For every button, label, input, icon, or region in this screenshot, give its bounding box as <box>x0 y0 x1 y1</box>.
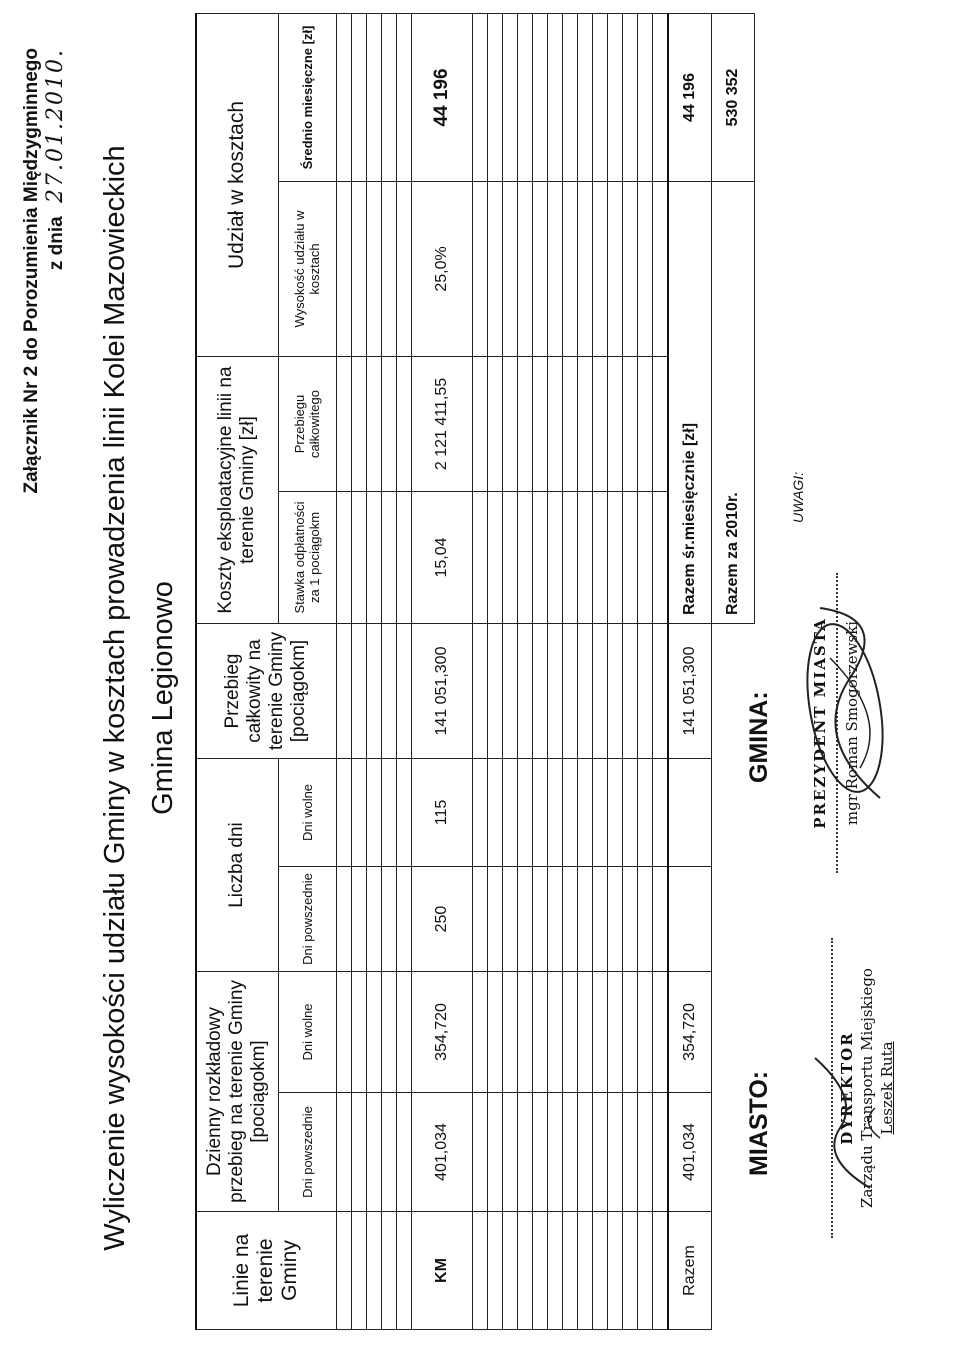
document-subtitle: Gmina Legionowo <box>147 581 179 815</box>
annex-line: Załącznik Nr 2 do Porozumienia Międzygminnego <box>21 48 42 494</box>
cell-sum-empty <box>668 759 712 867</box>
document-title: Wyliczenie wysokości udziału Gminy w kosztach prowadzenia linii Kolei Mazowieckich <box>99 145 131 1251</box>
header-rate: Stawka odpłatności za 1 pociągokm <box>278 492 336 624</box>
blank-row <box>502 13 517 1329</box>
blank-row <box>562 13 577 1329</box>
blank-row <box>472 13 487 1329</box>
signature-left-name: Leszek Ruta <box>878 1041 896 1135</box>
blank-row <box>577 13 592 1329</box>
cell-sum-empty <box>668 867 712 972</box>
cell-year-value: 530 352 <box>711 13 754 181</box>
cell-sum-monthly-value: 44 196 <box>668 13 712 181</box>
header-daily-run: Dzienny rozkładowy przebieg na terenie Gminy [pociągokm] <box>196 972 278 1212</box>
header-days-count: Liczba dni <box>196 759 278 972</box>
cell-total-cost: 2 121 411,55 <box>411 356 472 491</box>
cell-share-level: 25,0% <box>411 181 472 356</box>
cell-sum-label: Razem <box>668 1212 712 1330</box>
header-days-holidays: Dni wolne <box>278 759 336 867</box>
cell-monthly-avg: 44 196 <box>411 13 472 181</box>
blank-row <box>592 13 607 1329</box>
blank-row <box>652 13 668 1329</box>
cell-sum-holiday-run: 354,720 <box>668 972 712 1093</box>
cell-line: KM <box>411 1212 472 1330</box>
header-total-run: Przebieg całkowity na terenie Gminy [pociągokm] <box>196 624 336 759</box>
table-row-km <box>411 13 472 1329</box>
commune-label: GMINA: <box>745 691 773 783</box>
blank-row <box>532 13 547 1329</box>
cell-holidays: 115 <box>411 759 472 867</box>
cell-sum-total-run: 141 051,300 <box>668 624 712 759</box>
blank-row <box>336 13 351 1329</box>
header-days-weekdays: Dni powszednie <box>278 867 336 972</box>
cost-share-table <box>195 13 755 1330</box>
signature-right-title: PREZYDENT MIASTA <box>811 617 829 829</box>
header-weekday-run: Dni powszednie <box>278 1093 336 1212</box>
cell-sum-weekday-run: 401,034 <box>668 1093 712 1212</box>
annex-header <box>20 48 69 808</box>
header-holiday-run: Dni wolne <box>278 972 336 1093</box>
blank-row <box>351 13 366 1329</box>
signature-left-org: Zarządu Transportu Miejskiego <box>858 968 876 1208</box>
header-total-cost: Przebiegu całkowitego <box>278 356 336 491</box>
cell-weekdays: 250 <box>411 867 472 972</box>
header-share-level: Wysokość udziału w kosztach <box>278 181 336 356</box>
cell-rate: 15,04 <box>411 492 472 624</box>
blank-row <box>637 13 652 1329</box>
header-costs: Koszty eksploatacyjne linii na terenie Gminy [zł] <box>196 356 278 623</box>
cell-holiday-run: 354,720 <box>411 972 472 1093</box>
header-lines: Linie na terenie Gminy <box>196 1212 336 1330</box>
cell-year-label: Razem za 2010r. <box>711 181 754 623</box>
handwritten-signature-left-icon <box>800 1038 890 1198</box>
annex-date-line <box>44 48 69 808</box>
blank-row <box>622 13 637 1329</box>
annex-date-label: z dnia <box>46 216 67 271</box>
remarks-label: UWAGI: <box>790 471 806 523</box>
cell-total-run: 141 051,300 <box>411 624 472 759</box>
cell-sum-monthly-label: Razem śr.miesięcznie [zł] <box>668 181 712 623</box>
signature-left-title: DYREKTOR <box>838 1031 856 1145</box>
blank-row <box>396 13 411 1329</box>
blank-row <box>517 13 532 1329</box>
blank-row <box>381 13 396 1329</box>
header-row-1 <box>196 13 278 1329</box>
blank-row <box>607 13 622 1329</box>
city-label: MIASTO: <box>745 1070 773 1176</box>
signature-right-name: mgr Roman Smogorzewski <box>843 620 861 826</box>
blank-row <box>487 13 502 1329</box>
cell-weekday-run: 401,034 <box>411 1093 472 1212</box>
header-monthly-avg: Średnio miesięczne [zł] <box>278 13 336 181</box>
blank-row <box>366 13 381 1329</box>
handwritten-signature-right-icon <box>790 588 900 828</box>
annex-date-handwritten: 27.01.2010. <box>43 48 68 203</box>
blank-row <box>547 13 562 1329</box>
table-row-sum <box>668 13 712 1329</box>
header-share: Udział w kosztach <box>196 13 278 356</box>
